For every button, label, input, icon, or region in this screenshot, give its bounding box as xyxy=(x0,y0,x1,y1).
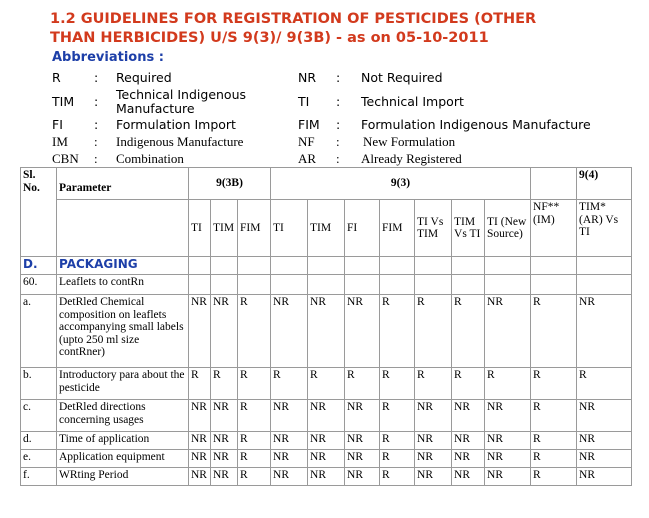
row-value: NR xyxy=(452,432,485,450)
abbr-meaning: New Formulation xyxy=(363,134,456,149)
subheader-cell: NF** (IM) xyxy=(531,200,577,257)
row-value: NR xyxy=(485,432,531,450)
row-value: NR xyxy=(485,468,531,486)
subheader-cell: TIM xyxy=(211,200,238,257)
row-value: R xyxy=(531,400,577,432)
row-value: R xyxy=(189,368,211,400)
header-parameter-empty xyxy=(57,200,189,257)
row-value: R xyxy=(531,368,577,400)
row-value: NR xyxy=(189,400,211,432)
abbr-sep: : xyxy=(336,70,341,85)
row-value: R xyxy=(238,400,271,432)
row-value: NR xyxy=(345,432,380,450)
abbr-code: TIM xyxy=(52,94,75,109)
subheader-cell: TI xyxy=(189,200,211,257)
row-value: NR xyxy=(345,468,380,486)
abbr-sep: : xyxy=(94,94,99,109)
guidelines-table xyxy=(20,167,632,486)
row-value: NR xyxy=(577,450,632,468)
subheader-cell: TI xyxy=(271,200,308,257)
row-value: R xyxy=(380,368,415,400)
row-number: d. xyxy=(21,432,57,450)
row-value: R xyxy=(380,432,415,450)
abbr-meaning: Indigenous Manufacture xyxy=(116,134,244,149)
abbr-sep: : xyxy=(336,151,340,166)
abbr-code: NF xyxy=(298,134,315,149)
row-value: NR xyxy=(189,295,211,368)
row-value: NR xyxy=(308,400,345,432)
abbr-meaning: Not Required xyxy=(361,70,443,85)
row-value: NR xyxy=(189,468,211,486)
abbr-sep: : xyxy=(336,94,341,109)
abbr-code: IM xyxy=(52,134,68,149)
row-value: NR xyxy=(345,400,380,432)
header-group-9-3b: 9(3B) xyxy=(189,168,271,200)
subheader-cell: TI Vs TIM xyxy=(415,200,452,257)
subheader-cell: FI xyxy=(345,200,380,257)
row-value: NR xyxy=(189,450,211,468)
abbr-code: R xyxy=(52,70,61,85)
subheader-cell: TI (New Source) xyxy=(485,200,531,257)
abbr-sep: : xyxy=(336,134,340,149)
header-parameter: Parameter xyxy=(57,168,189,200)
row-value: NR xyxy=(189,432,211,450)
row-value: NR xyxy=(415,468,452,486)
row-value: NR xyxy=(271,468,308,486)
abbr-meaning: Technical Indigenous Manufacture xyxy=(116,87,247,116)
row-value: R xyxy=(485,368,531,400)
row-value: NR xyxy=(415,432,452,450)
row-value: NR xyxy=(271,400,308,432)
row-value: R xyxy=(380,468,415,486)
subheader-cell: TIM xyxy=(308,200,345,257)
row-value: NR xyxy=(271,432,308,450)
subheader-cell: TIM Vs TI xyxy=(452,200,485,257)
row-value: NR xyxy=(577,400,632,432)
abbr-sep: : xyxy=(94,70,99,85)
abbr-sep: : xyxy=(94,134,98,149)
row-value: NR xyxy=(308,295,345,368)
row-parameter: WRting Period xyxy=(57,468,189,486)
row-value: R xyxy=(238,468,271,486)
header-slno: Sl. No. xyxy=(21,168,57,257)
row-value: NR xyxy=(415,450,452,468)
abbr-meaning: Combination xyxy=(116,151,184,166)
row-number: a. xyxy=(21,295,57,368)
document-title xyxy=(50,10,640,48)
section-row xyxy=(21,257,632,275)
row-value: NR xyxy=(308,450,345,468)
row-value: NR xyxy=(452,400,485,432)
row-value: R xyxy=(345,368,380,400)
row-value: NR xyxy=(415,400,452,432)
abbr-sep: : xyxy=(336,117,341,132)
row-value: NR xyxy=(452,468,485,486)
abbr-code: AR xyxy=(298,151,317,166)
row-parameter: DetRled directions concerning usages xyxy=(57,400,189,432)
abbr-code: TI xyxy=(298,94,310,109)
row-value: R xyxy=(380,295,415,368)
abbr-code: FI xyxy=(52,117,63,132)
abbr-meaning: Formulation Indigenous Manufacture xyxy=(361,117,591,132)
row-number: c. xyxy=(21,400,57,432)
table-row xyxy=(21,368,632,400)
row-value: NR xyxy=(485,295,531,368)
abbr-sep: : xyxy=(94,151,98,166)
row-value: NR xyxy=(345,450,380,468)
row-value: NR xyxy=(308,432,345,450)
row-value: NR xyxy=(271,450,308,468)
row-value: NR xyxy=(271,295,308,368)
header-group-9-4: 9(4) xyxy=(577,168,632,200)
subheader-cell: TIM* (AR) Vs TI xyxy=(577,200,632,257)
row-parameter: DetRled Chemical composition on leaflets accompanying small labels (upto 250 ml size contRner) xyxy=(57,295,189,368)
table-row xyxy=(21,468,632,486)
header-empty xyxy=(531,168,577,200)
row-value: NR xyxy=(577,295,632,368)
header-group-9-3: 9(3) xyxy=(271,168,531,200)
row-value: R xyxy=(380,450,415,468)
row-value: NR xyxy=(345,295,380,368)
table-header-row xyxy=(21,168,632,200)
title-line-1: 1.2 GUIDELINES FOR REGISTRATION OF PESTICIDES (OTHER xyxy=(50,11,537,27)
row-number: b. xyxy=(21,368,57,400)
subheader-cell: FIM xyxy=(380,200,415,257)
section-name: PACKAGING xyxy=(57,257,189,275)
row-value: NR xyxy=(485,400,531,432)
row-parameter: Leaflets to contRn xyxy=(57,275,189,295)
row-value: NR xyxy=(211,295,238,368)
row-value: R xyxy=(380,400,415,432)
abbr-meaning: Technical Import xyxy=(361,94,464,109)
row-value: NR xyxy=(211,432,238,450)
row-value: NR xyxy=(577,432,632,450)
row-value: R xyxy=(238,368,271,400)
row-value: R xyxy=(238,450,271,468)
abbr-meaning: Formulation Import xyxy=(116,117,236,132)
row-value: R xyxy=(531,432,577,450)
row-parameter: Time of application xyxy=(57,432,189,450)
subheader-cell: FIM xyxy=(238,200,271,257)
row-value: R xyxy=(238,432,271,450)
row-value: R xyxy=(211,368,238,400)
row-value: NR xyxy=(452,450,485,468)
row-value: R xyxy=(415,368,452,400)
table-row xyxy=(21,400,632,432)
row-value: R xyxy=(271,368,308,400)
row-value: NR xyxy=(308,468,345,486)
row-number: 60. xyxy=(21,275,57,295)
table-subheader-row xyxy=(21,200,632,257)
row-value: R xyxy=(308,368,345,400)
row-parameter: Introductory para about the pesticide xyxy=(57,368,189,400)
row-value: NR xyxy=(211,468,238,486)
row-value: R xyxy=(531,295,577,368)
abbr-code: FIM xyxy=(298,117,320,132)
table-row xyxy=(21,295,632,368)
abbr-meaning: Already Registered xyxy=(361,151,462,166)
row-value: R xyxy=(452,368,485,400)
abbr-meaning: Required xyxy=(116,70,172,85)
row-value: NR xyxy=(485,450,531,468)
title-line-2: THAN HERBICIDES) U/S 9(3)/ 9(3B) - as on 05-10-2011 xyxy=(50,30,489,46)
row-number: e. xyxy=(21,450,57,468)
abbr-code: CBN xyxy=(52,151,79,166)
row-value: R xyxy=(415,295,452,368)
row-parameter: Application equipment xyxy=(57,450,189,468)
abbreviations-heading: Abbreviations : xyxy=(52,50,164,65)
row-value: NR xyxy=(211,450,238,468)
row-value: R xyxy=(531,450,577,468)
table-row xyxy=(21,450,632,468)
row-value: R xyxy=(531,468,577,486)
table-row xyxy=(21,275,632,295)
abbr-code: NR xyxy=(298,70,317,85)
row-value: R xyxy=(577,368,632,400)
row-value: R xyxy=(452,295,485,368)
row-value: NR xyxy=(211,400,238,432)
row-value: NR xyxy=(577,468,632,486)
row-number: f. xyxy=(21,468,57,486)
abbr-sep: : xyxy=(94,117,99,132)
table-row xyxy=(21,432,632,450)
row-value: R xyxy=(238,295,271,368)
section-letter: D. xyxy=(21,257,57,275)
